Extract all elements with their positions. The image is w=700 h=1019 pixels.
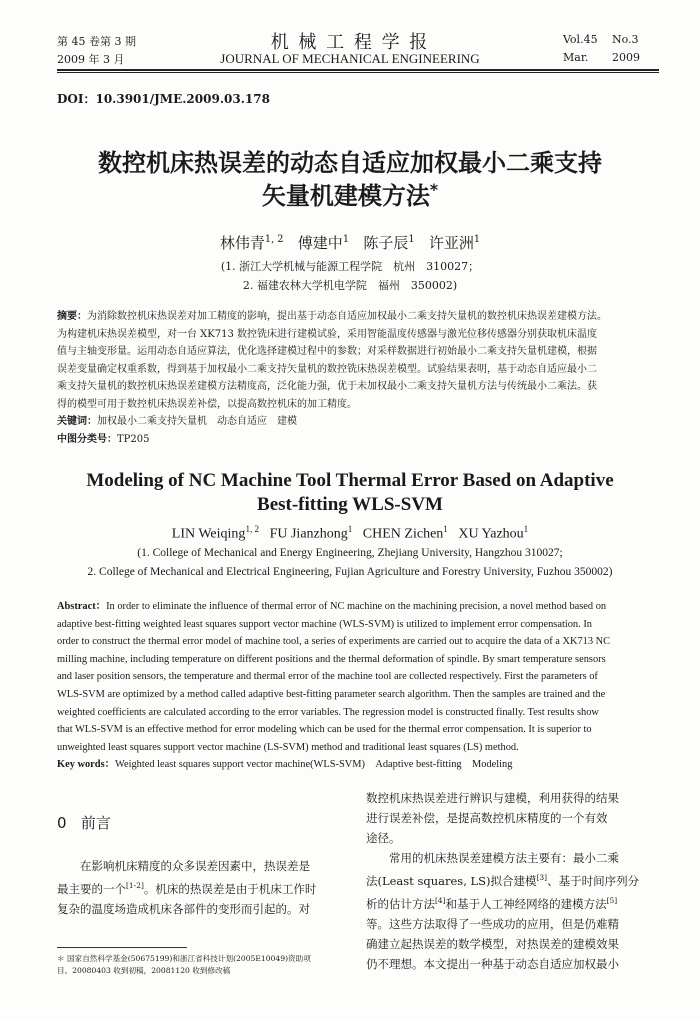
header-date: 2009 年 3 月	[57, 53, 125, 66]
en-abstract-line: adaptive best-fitting weighted least squares support vector machine (WLS-SVM) is utilized to implement error compensation. In	[57, 618, 592, 630]
body-line: 在影响机床精度的众多误差因素中，热误差是	[80, 859, 310, 873]
en-keywords: Key words：Weighted least squares support vector machine(WLS-SVM) Adaptive best-fitting Modeling	[57, 759, 513, 771]
cn-author: 陈子辰	[363, 234, 409, 252]
body-line: 复杂的温度场造成机床各部件的变形而引起的。对	[57, 901, 310, 916]
body-line: 法(Least squares, LS)拟合建模[3]、基于时间序列分	[366, 873, 640, 888]
header-year: 2009	[612, 51, 640, 64]
cn-affiliation-2: 2. 福建农林大学机电学院 福州 350002)	[242, 279, 458, 292]
section-heading	[57, 812, 111, 833]
en-author: FU Jianzhong	[269, 526, 348, 542]
cn-abstract-line: 乘支持矢量机的数控机床热误差建模方法精度高，泛化能力强，优于未加权最小二乘支持矢量机方法与传统最小二乘法。获	[57, 381, 597, 392]
footnote	[57, 953, 342, 977]
cn-abstract-line: 为构建机床热误差模型，对一台 XK713 数控铣床进行建模试验，采用智能温度传感器与激光位移传感器分别获取机床温度	[57, 328, 598, 340]
header-month: Mar.	[563, 51, 589, 64]
body-line: 数控机床热误差进行辨识与建模，利用获得的结果	[366, 791, 619, 805]
en-abstract-line: unweighted least squares support vector machine (LS-SVM) method and traditional least squares (LS) method.	[57, 741, 519, 753]
en-author-sup: 1	[443, 524, 448, 534]
en-keywords-label: Key words：	[57, 759, 116, 771]
footnote-line: ＊ 国家自然科学基金(50675199)和浙江省科技计划(2005E10049)资助项	[57, 954, 311, 963]
en-affiliation-2: 2. College of Mechanical and Electrical Engineering, Fujian Agriculture and Forestry University, Fuzhou 350002)	[87, 566, 613, 578]
en-abstract-line: weighted coefficients are calculated according to the error variables. The regression model is constructed finally. Test results show	[57, 706, 599, 718]
cn-abstract-line: 误差变量确定权重系数，得到基于加权最小二乘支持矢量机的数控铣床热误差模型。试验结果表明，基于动态自适应最小二	[57, 363, 597, 375]
body-line: 仍不理想。本文提出一种基于动态自适应加权最小	[366, 956, 619, 971]
cn-author-sup: 1	[408, 234, 415, 245]
cn-abstract-line: 得的模型可用于数控机床热误差补偿，以提高数控机床的加工精度。	[57, 398, 357, 410]
cn-abstract-label: 摘要：	[57, 311, 87, 322]
citation: [1-2]	[126, 881, 144, 890]
header-rule-bottom	[57, 72, 659, 73]
citation: [3]	[536, 873, 548, 882]
body-line: 析的估计方法[4]和基于人工神经网络的建模方法[5]	[366, 895, 618, 911]
body-line: 进行误差补偿，是提高数控机床精度的一个有效	[366, 811, 608, 825]
cn-title-line1: 数控机床热误差的动态自适应加权最小二乘支持	[98, 149, 602, 177]
en-abstract-line: WLS-SVM are optimized by a method called adaptive best-fitting parameter search algorithm. Then the samples are trained and the	[57, 688, 606, 700]
cn-author-sup: 1	[342, 234, 350, 245]
en-abstract-line: Abstract：In order to eliminate the influence of thermal error of NC machine on the machining precision, a novel method based on	[57, 601, 607, 612]
cn-author: 许亚洲	[428, 234, 474, 252]
header-rule-top	[57, 69, 659, 71]
body-line: 最主要的一个[1-2]。机床的热误差是由于机床工作时	[57, 881, 317, 896]
en-author-sup: 1	[347, 524, 353, 534]
citation: [5]	[606, 895, 618, 905]
body-line: 途径。	[366, 831, 401, 845]
en-author: XU Yazhou	[458, 526, 524, 542]
en-affiliation-1: (1. College of Mechanical and Energy Engineering, Zhejiang University, Hangzhou 310027;	[137, 547, 563, 559]
cn-title-line2	[0, 176, 700, 211]
cn-title-footnote-mark: *	[429, 181, 439, 199]
en-abstract-label: Abstract：	[57, 601, 107, 612]
en-title-line2: Best-fitting WLS-SVM	[257, 494, 443, 515]
journal-cn-name: 机 械 工 程 学 报	[270, 32, 430, 53]
cn-author: 傅建中	[297, 234, 343, 252]
cn-abstract	[57, 308, 659, 448]
cn-author: 林伟青	[219, 234, 265, 252]
cn-authors	[0, 232, 700, 253]
left-column-text	[57, 856, 347, 919]
section-number: 0	[57, 814, 67, 832]
cn-class-label: 中图分类号：	[57, 433, 117, 445]
cn-abstract-line: 摘要：为消除数控机床热误差对加工精度的影响，提出基于动态自适应加权最小二乘支持矢量机的数控机床热误差建模方法。	[57, 311, 607, 322]
right-column-text	[366, 788, 666, 974]
cn-author-sup: 1	[473, 234, 481, 245]
body-line: 等。这些方法取得了一些成功的应用，但是仍难精	[366, 916, 619, 931]
en-authors	[0, 524, 700, 543]
header-vol: Vol.45	[563, 33, 598, 46]
body-line: 常用的机床热误差建模方法主要有：最小二乘	[389, 851, 619, 865]
header-no: No.3	[612, 33, 639, 46]
cn-title-text: 矢量机建模方法	[261, 182, 430, 210]
header-volume: 第 45 卷第 3 期	[57, 35, 136, 48]
cn-keywords: 关键词：加权最小二乘支持矢量机 动态自适应 建模	[57, 416, 297, 427]
cn-affiliation-1: (1. 浙江大学机械与能源工程学院 杭州 310027；	[220, 260, 480, 273]
en-title-line1: Modeling of NC Machine Tool Thermal Error Based on Adaptive	[86, 470, 614, 491]
en-abstract-line: and laser position sensors, the temperature and thermal error of the machine tool are collected respectively. First the parameters of	[57, 671, 598, 683]
citation: [4]	[435, 895, 446, 905]
doi: DOI：10.3901/JME.2009.03.178	[57, 92, 270, 106]
body-line: 确建立起热误差的数学模型，对热误差的建模效果	[366, 936, 619, 951]
en-author: LIN Weiqing	[171, 526, 246, 542]
en-abstract	[57, 598, 659, 774]
en-abstract-line: order to construct the thermal error model of machine tool, a series of experiments are carried out to acquire the data of a XK713 NC	[57, 636, 611, 648]
en-author-sup: 1	[523, 524, 529, 534]
en-author: CHEN Zichen	[362, 526, 444, 542]
cn-classification: 中图分类号：TP205	[57, 433, 150, 445]
cn-author-sup: 1, 2	[264, 234, 284, 245]
section-title: 前言	[80, 814, 111, 832]
journal-en-name: JOURNAL OF MECHANICAL ENGINEERING	[220, 51, 480, 66]
en-abstract-line: milling machine, including temperature on different positions and the thermal deformation of spindle. By smart temperature sensors	[57, 653, 606, 665]
en-abstract-line: that WLS-SVM is an effective method for error modeling which can be used for the thermal error compensation. It is superior to	[57, 724, 592, 736]
footnote-line: 目。20080403 收到初稿，20081120 收到修改稿	[57, 966, 231, 975]
footnote-rule	[57, 947, 187, 948]
cn-keywords-label: 关键词：	[57, 416, 97, 427]
en-author-sup: 1, 2	[245, 524, 260, 534]
cn-abstract-line: 值与主轴变形量。运用动态自适应算法，优化选择建模过程中的参数；对采样数据进行初始最小二乘支持矢量机建模，根据	[57, 346, 597, 357]
